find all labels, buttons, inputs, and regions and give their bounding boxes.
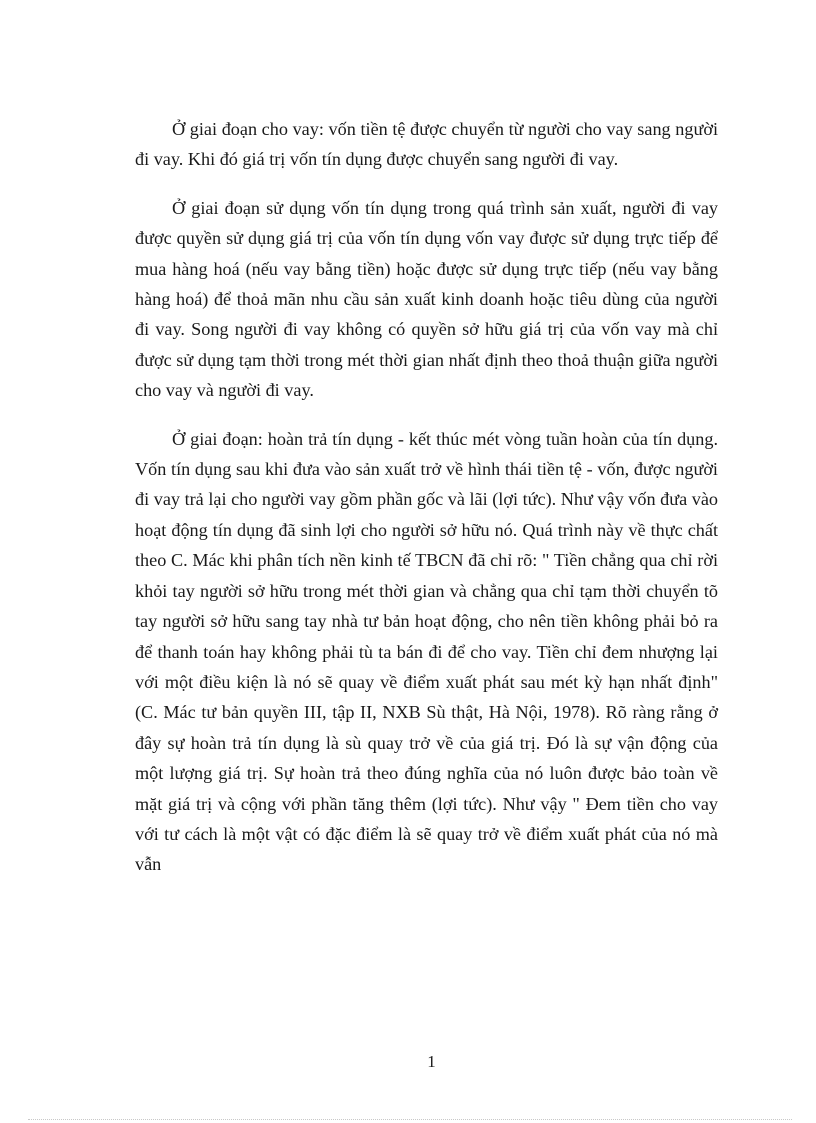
paragraph-lending-stage: Ở giai đoạn cho vay: vốn tiền tệ được chuyển từ người cho vay sang người đi vay. Khi đó giá trị vốn tín dụng được chuyển sang người đi vay. xyxy=(135,119,718,170)
paragraph-repayment-stage: Ở giai đoạn: hoàn trả tín dụng - kết thúc mét vòng tuần hoàn của tín dụng. Vốn tín dụng sau khi đưa vào sản xuất trở về hình thái tiền tệ - vốn, được người đi vay trả lại cho người vay gồm phần gốc và lãi (lợi tức). Như vậy vốn đưa vào hoạt động tín dụng đã sinh lợi cho người sở hữu nó. Quá trình này về thực chất theo C. Mác khi phân tích nền kinh tế TBCN đã chỉ rõ: " Tiền chẳng qua chỉ rời khỏi tay người sở hữu trong mét thời gian và chẳng qua chỉ tạm thời chuyển tõ tay người sở hữu sang tay nhà tư bản hoạt động, cho nên tiền không phải bỏ ra để thanh toán hay không phải tù ta bán đi để cho vay. Tiền chỉ đem nhượng lại với một điều kiện là nó sẽ quay về điểm xuất phát sau mét kỳ hạn nhất định" (C. Mác tư bản quyền III, tập II, NXB Sù thật, Hà Nội, 1978). Rõ ràng rằng ở đây sự hoàn trả tín dụng là sù quay trở về của giá trị. Đó là sự vận động của một lượng giá trị. Sự hoàn trả theo đúng nghĩa của nó luôn được bảo toàn về mặt giá trị và cộng với phần tăng thêm (lợi tức). Như vậy " Đem tiền cho vay với tư cách là một vật có đặc điểm là sẽ quay trở về điểm xuất phát của nó mà vẫn xyxy=(135,428,718,875)
page-bottom-divider xyxy=(28,1119,792,1120)
page-number: 1 xyxy=(427,1052,436,1071)
document-body xyxy=(135,114,718,898)
paragraph-usage-stage: Ở giai đoạn sử dụng vốn tín dụng trong quá trình sản xuất, người đi vay được quyền sử dụng giá trị của vốn tín dụng vốn vay được sử dụng trực tiếp để mua hàng hoá (nếu vay bằng tiền) hoặc được sử dụng trực tiếp (nếu vay bằng hàng hoá) để thoả mãn nhu cầu sản xuất kinh doanh hoặc tiêu dùng của người đi vay. Song người đi vay không có quyền sở hữu giá trị của vốn vay mà chỉ được sử dụng tạm thời trong mét thời gian nhất định theo thoả thuận giữa người cho vay và người đi vay. xyxy=(135,197,718,401)
